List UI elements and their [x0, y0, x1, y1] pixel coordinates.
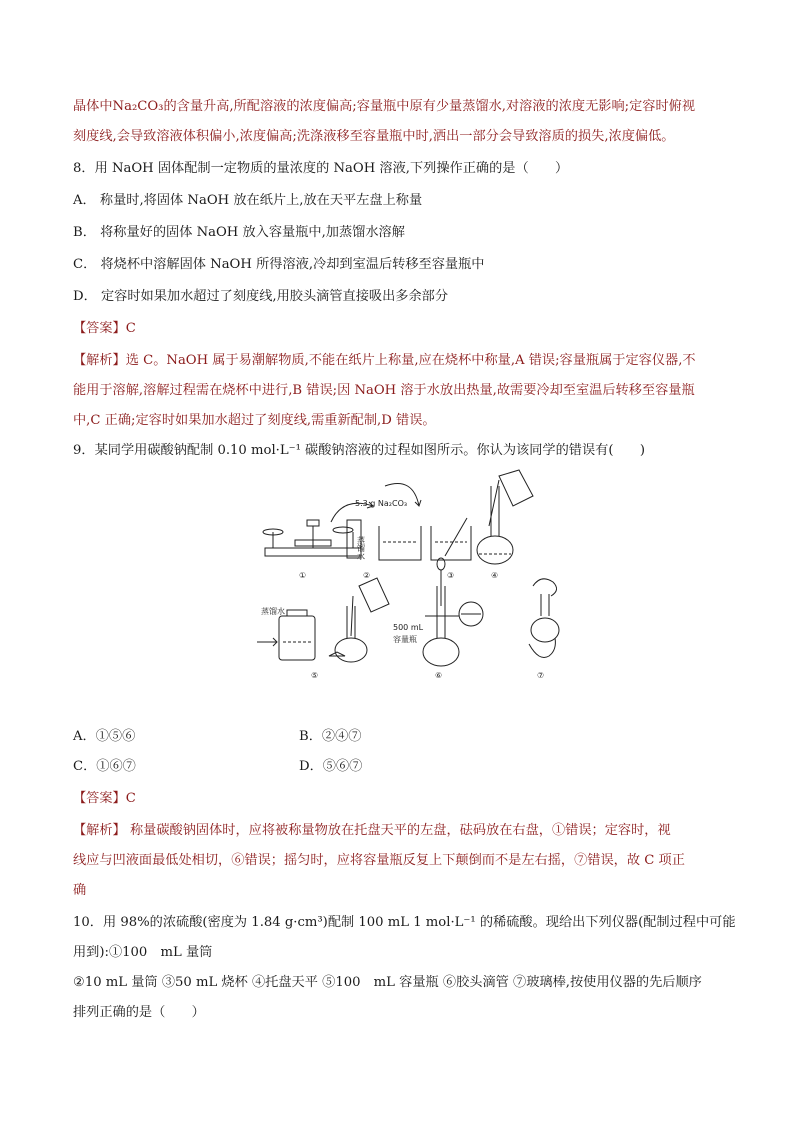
q8-option-b: B． 将称量好的固体 NaOH 放入容量瓶中,加蒸馏水溶解	[73, 225, 405, 240]
step-label-6: ⑥	[435, 671, 443, 680]
q9-option-a: A．①⑤⑥	[73, 729, 136, 744]
q9-analysis-line-2: 线应与凹液面最低处相切，⑥错误；摇匀时，应将容量瓶反复上下颠倒而不是左右摇，⑦错误，故 C 项正	[73, 853, 685, 868]
q9-analysis-line-3: 确	[73, 883, 87, 898]
q9-options-row-1	[73, 726, 733, 748]
q9-options-row-2	[73, 756, 733, 778]
q8-analysis-line-3: 中,C 正确;定容时如果加水超过了刻度线,需重新配制,D 错误。	[73, 413, 436, 428]
q8-analysis-line-2: 能用于溶解,溶解过程需在烧杯中进行,B 错误;因 NaOH 溶于水放出热量,故需要冷却至室温后转移至容量瓶	[73, 383, 695, 398]
balance-drawing	[263, 520, 361, 556]
flask-name-label: 容量瓶	[393, 635, 417, 644]
document-page	[73, 96, 736, 1024]
q8-option-d: D． 定容时如果加水超过了刻度线,用胶头滴管直接吸出多余部分	[73, 289, 449, 304]
q8-option-c: C． 将烧杯中溶解固体 NaOH 所得溶液,冷却到室温后转移至容量瓶中	[73, 257, 485, 272]
q9-option-d: D．⑤⑥⑦	[299, 759, 363, 774]
vertical-water-label: 蒸馏水	[356, 536, 366, 560]
step-label-1: ①	[299, 571, 307, 580]
q9-option-b: B．②④⑦	[299, 729, 362, 744]
water-label: 蒸馏水	[261, 607, 285, 616]
intro-line-1: 晶体中Na₂CO₃的含量升高,所配溶液的浓度偏高;容量瓶中原有少量蒸馏水,对溶液的浓度无影响;定容时俯视	[73, 99, 696, 114]
step-label-5: ⑤	[311, 671, 319, 680]
mass-label: 5.3 g Na₂CO₃	[355, 499, 408, 508]
q9-option-c: C．①⑥⑦	[73, 759, 136, 774]
step-label-3: ③	[447, 571, 455, 580]
q8-stem: 8．用 NaOH 固体配制一定物质的量浓度的 NaOH 溶液,下列操作正确的是（ ）	[73, 161, 569, 176]
q8-answer: 【答案】C	[73, 321, 136, 336]
apparatus-illustration	[73, 466, 733, 726]
q8-option-a: A． 称量时,将固体 NaOH 放在纸片上,放在天平左盘上称量	[73, 193, 423, 208]
q10-line-1: 10．用 98%的浓硫酸(密度为 1.84 g·cm³)配制 100 mL 1 mol·L⁻¹ 的稀硫酸。现给出下列仪器(配制过程中可能	[73, 915, 736, 930]
q10-line-4: 排列正确的是（ ）	[73, 1005, 205, 1020]
q9-answer: 【答案】C	[73, 791, 136, 806]
q9-stem: 9．某同学用碳酸钠配制 0.10 mol·L⁻¹ 碳酸钠溶液的过程如图所示。你认为该同学的错误有( )	[73, 443, 646, 458]
q10-line-2: 用到):①100 mL 量筒	[73, 945, 213, 960]
q8-analysis-line-1: 【解析】选 C。NaOH 属于易潮解物质,不能在纸片上称量,应在烧杯中称量,A 错误;容量瓶属于定容仪器,不	[73, 353, 696, 368]
q9-experiment-figure	[73, 466, 733, 726]
step-label-2: ②	[363, 571, 371, 580]
flask-volume-label: 500 mL	[393, 623, 424, 632]
intro-line-2: 刻度线,会导致溶液体积偏小,浓度偏高;洗涤液移至容量瓶中时,洒出一部分会导致溶质的损失,浓度偏低。	[73, 129, 675, 144]
step-label-4: ④	[491, 571, 499, 580]
q9-analysis-line-1: 【解析】 称量碳酸钠固体时，应将被称量物放在托盘天平的左盘，砝码放在右盘，①错误；定容时，视	[73, 823, 671, 838]
step-label-7: ⑦	[537, 671, 545, 680]
q10-line-3: ②10 mL 量筒 ③50 mL 烧杯 ④托盘天平 ⑤100 mL 容量瓶 ⑥胶头滴管 ⑦玻璃棒,按使用仪器的先后顺序	[73, 975, 702, 990]
